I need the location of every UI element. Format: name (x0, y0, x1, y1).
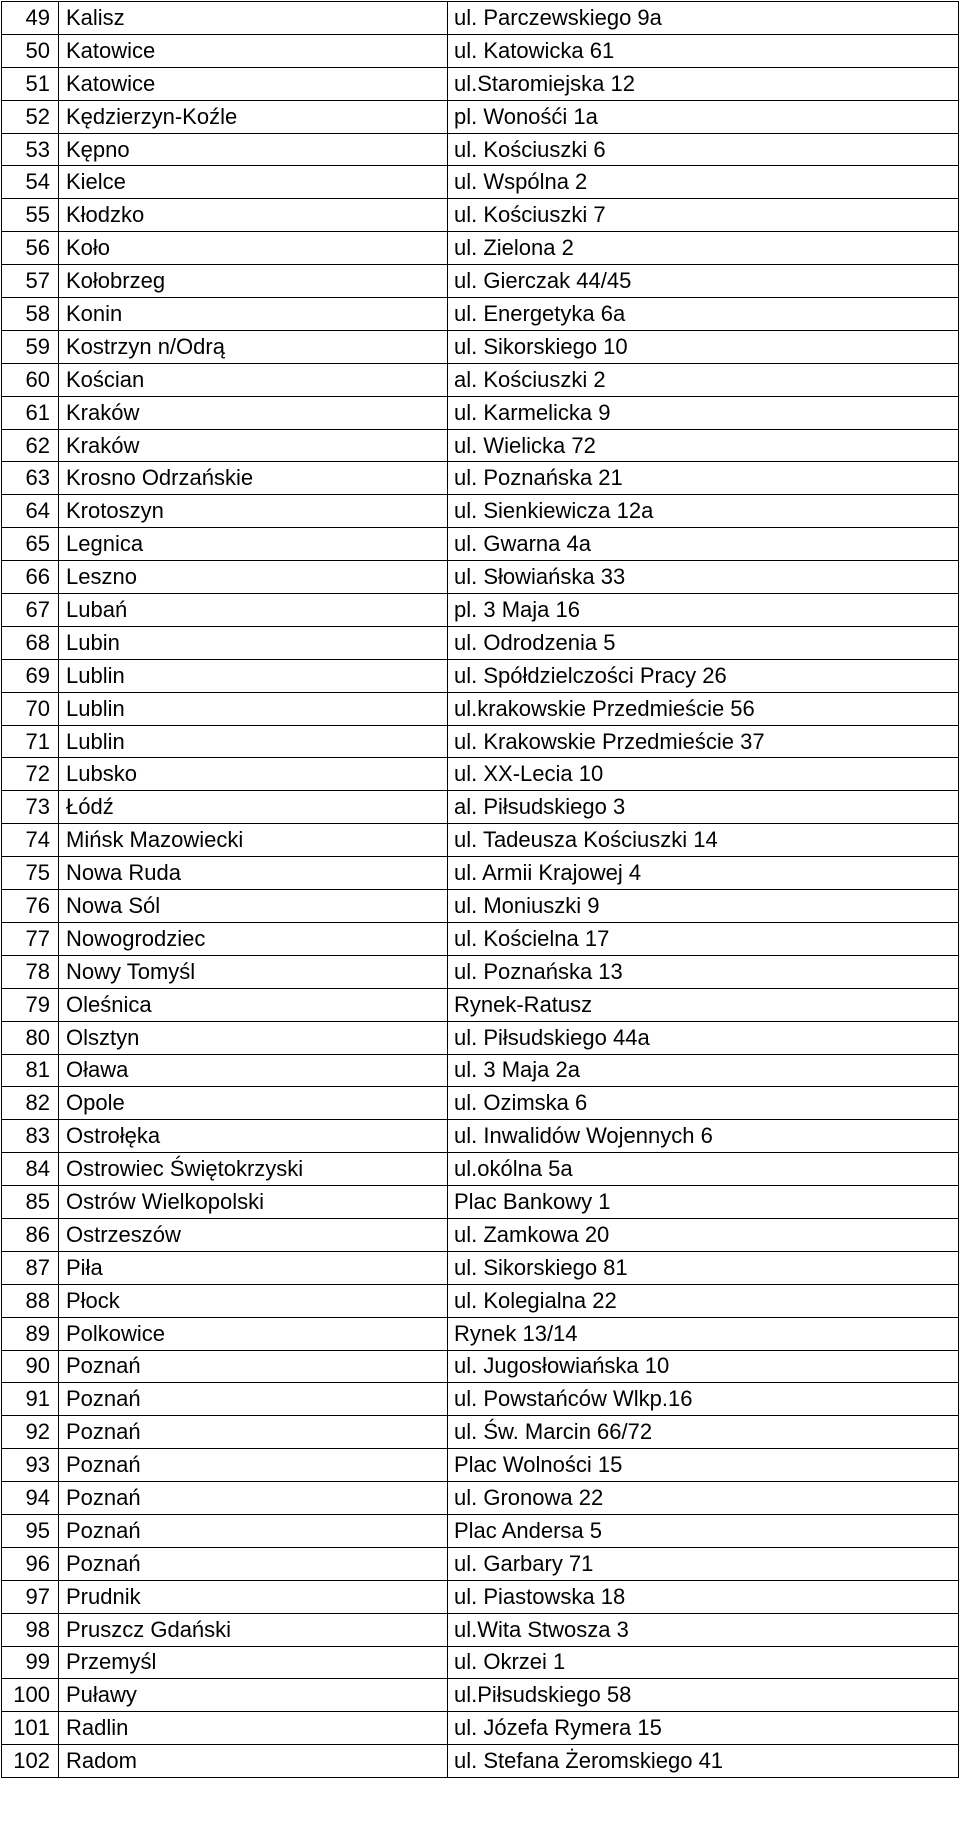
row-number: 51 (2, 67, 59, 100)
table-row (2, 199, 959, 232)
row-number: 53 (2, 133, 59, 166)
table-row (2, 758, 959, 791)
address-cell: ul. Zamkowa 20 (448, 1218, 959, 1251)
table-row (2, 462, 959, 495)
table-row (2, 1745, 959, 1778)
row-number: 96 (2, 1547, 59, 1580)
table-row (2, 528, 959, 561)
table-row (2, 1547, 959, 1580)
city-cell: Oleśnica (59, 988, 448, 1021)
table-row (2, 1120, 959, 1153)
row-number: 66 (2, 561, 59, 594)
city-cell: Kalisz (59, 2, 448, 35)
row-number: 49 (2, 2, 59, 35)
row-number: 70 (2, 692, 59, 725)
row-number: 54 (2, 166, 59, 199)
city-cell: Radom (59, 1745, 448, 1778)
city-cell: Lubin (59, 626, 448, 659)
table-row (2, 1317, 959, 1350)
table-row (2, 396, 959, 429)
row-number: 67 (2, 594, 59, 627)
city-cell: Nowy Tomyśl (59, 955, 448, 988)
table-row (2, 100, 959, 133)
table-row (2, 1712, 959, 1745)
row-number: 93 (2, 1449, 59, 1482)
row-number: 101 (2, 1712, 59, 1745)
address-cell: ul. Kolegialna 22 (448, 1284, 959, 1317)
city-cell: Nowa Sól (59, 890, 448, 923)
table-row (2, 1383, 959, 1416)
city-cell: Mińsk Mazowiecki (59, 824, 448, 857)
city-cell: Płock (59, 1284, 448, 1317)
row-number: 100 (2, 1679, 59, 1712)
location-table (1, 1, 959, 1778)
row-number: 83 (2, 1120, 59, 1153)
address-cell: ul. Okrzei 1 (448, 1646, 959, 1679)
table-row (2, 594, 959, 627)
row-number: 75 (2, 857, 59, 890)
row-number: 88 (2, 1284, 59, 1317)
table-row (2, 659, 959, 692)
table-row (2, 1350, 959, 1383)
row-number: 55 (2, 199, 59, 232)
address-cell: Plac Wolności 15 (448, 1449, 959, 1482)
city-cell: Ostrzeszów (59, 1218, 448, 1251)
table-row (2, 626, 959, 659)
address-cell: pl. 3 Maja 16 (448, 594, 959, 627)
address-cell: ul. Inwalidów Wojennych 6 (448, 1120, 959, 1153)
city-cell: Przemyśl (59, 1646, 448, 1679)
address-cell: ul.krakowskie Przedmieście 56 (448, 692, 959, 725)
table-row (2, 429, 959, 462)
row-number: 58 (2, 298, 59, 331)
row-number: 61 (2, 396, 59, 429)
table-row (2, 34, 959, 67)
row-number: 74 (2, 824, 59, 857)
row-number: 78 (2, 955, 59, 988)
table-row (2, 1054, 959, 1087)
table-row (2, 988, 959, 1021)
address-cell: ul. Armii Krajowej 4 (448, 857, 959, 890)
table-row (2, 1251, 959, 1284)
table-row (2, 1580, 959, 1613)
table-row (2, 1482, 959, 1515)
table-row (2, 1021, 959, 1054)
row-number: 57 (2, 265, 59, 298)
city-cell: Nowogrodziec (59, 922, 448, 955)
address-cell: ul. Sienkiewicza 12a (448, 495, 959, 528)
address-cell: ul. Gwarna 4a (448, 528, 959, 561)
city-cell: Poznań (59, 1383, 448, 1416)
table-body (2, 2, 959, 1778)
row-number: 102 (2, 1745, 59, 1778)
row-number: 94 (2, 1482, 59, 1515)
row-number: 84 (2, 1153, 59, 1186)
city-cell: Kępno (59, 133, 448, 166)
row-number: 89 (2, 1317, 59, 1350)
address-cell: ul. Słowiańska 33 (448, 561, 959, 594)
table-row (2, 890, 959, 923)
table-row (2, 232, 959, 265)
row-number: 77 (2, 922, 59, 955)
city-cell: Pruszcz Gdański (59, 1613, 448, 1646)
address-cell: ul. XX-Lecia 10 (448, 758, 959, 791)
table-row (2, 824, 959, 857)
city-cell: Nowa Ruda (59, 857, 448, 890)
table-row (2, 1284, 959, 1317)
city-cell: Lublin (59, 692, 448, 725)
row-number: 80 (2, 1021, 59, 1054)
city-cell: Lublin (59, 659, 448, 692)
address-cell: ul. Józefa Rymera 15 (448, 1712, 959, 1745)
table-row (2, 955, 959, 988)
address-cell: ul. Katowicka 61 (448, 34, 959, 67)
address-cell: ul. Wspólna 2 (448, 166, 959, 199)
row-number: 92 (2, 1416, 59, 1449)
address-cell: ul. Gronowa 22 (448, 1482, 959, 1515)
address-cell: Rynek-Ratusz (448, 988, 959, 1021)
table-row (2, 725, 959, 758)
city-cell: Kościan (59, 363, 448, 396)
address-cell: ul. Sikorskiego 10 (448, 330, 959, 363)
address-cell: ul. Spółdzielczości Pracy 26 (448, 659, 959, 692)
table-row (2, 1416, 959, 1449)
table-row (2, 67, 959, 100)
city-cell: Kostrzyn n/Odrą (59, 330, 448, 363)
city-cell: Poznań (59, 1482, 448, 1515)
address-cell: ul. Zielona 2 (448, 232, 959, 265)
address-cell: ul.Staromiejska 12 (448, 67, 959, 100)
city-cell: Kielce (59, 166, 448, 199)
row-number: 99 (2, 1646, 59, 1679)
city-cell: Kędzierzyn-Koźle (59, 100, 448, 133)
row-number: 91 (2, 1383, 59, 1416)
city-cell: Krosno Odrzańskie (59, 462, 448, 495)
address-cell: ul. Powstańców Wlkp.16 (448, 1383, 959, 1416)
city-cell: Koło (59, 232, 448, 265)
row-number: 63 (2, 462, 59, 495)
row-number: 86 (2, 1218, 59, 1251)
city-cell: Kraków (59, 396, 448, 429)
table-row (2, 1087, 959, 1120)
address-cell: ul. Moniuszki 9 (448, 890, 959, 923)
city-cell: Ostrowiec Świętokrzyski (59, 1153, 448, 1186)
address-cell: ul. Sikorskiego 81 (448, 1251, 959, 1284)
row-number: 65 (2, 528, 59, 561)
city-cell: Polkowice (59, 1317, 448, 1350)
address-cell: ul. Tadeusza Kościuszki 14 (448, 824, 959, 857)
address-cell: ul. Garbary 71 (448, 1547, 959, 1580)
table-row (2, 298, 959, 331)
city-cell: Opole (59, 1087, 448, 1120)
address-cell: ul. Energetyka 6a (448, 298, 959, 331)
city-cell: Poznań (59, 1350, 448, 1383)
address-cell: Plac Andersa 5 (448, 1514, 959, 1547)
city-cell: Prudnik (59, 1580, 448, 1613)
row-number: 85 (2, 1186, 59, 1219)
table-row (2, 791, 959, 824)
row-number: 64 (2, 495, 59, 528)
address-cell: ul. Ozimska 6 (448, 1087, 959, 1120)
row-number: 69 (2, 659, 59, 692)
table-row (2, 561, 959, 594)
row-number: 95 (2, 1514, 59, 1547)
table-row (2, 857, 959, 890)
table-row (2, 133, 959, 166)
row-number: 52 (2, 100, 59, 133)
table-row (2, 692, 959, 725)
row-number: 72 (2, 758, 59, 791)
address-cell: pl. Wonośći 1a (448, 100, 959, 133)
city-cell: Katowice (59, 34, 448, 67)
table-row (2, 1646, 959, 1679)
city-cell: Lublin (59, 725, 448, 758)
address-cell: ul.Wita Stwosza 3 (448, 1613, 959, 1646)
city-cell: Konin (59, 298, 448, 331)
city-cell: Olsztyn (59, 1021, 448, 1054)
row-number: 79 (2, 988, 59, 1021)
city-cell: Kłodzko (59, 199, 448, 232)
address-cell: al. Kościuszki 2 (448, 363, 959, 396)
address-cell: ul. 3 Maja 2a (448, 1054, 959, 1087)
row-number: 62 (2, 429, 59, 462)
table-row (2, 1218, 959, 1251)
row-number: 97 (2, 1580, 59, 1613)
city-cell: Kraków (59, 429, 448, 462)
row-number: 56 (2, 232, 59, 265)
row-number: 81 (2, 1054, 59, 1087)
city-cell: Poznań (59, 1514, 448, 1547)
table-row (2, 1613, 959, 1646)
table-row (2, 922, 959, 955)
address-cell: ul. Parczewskiego 9a (448, 2, 959, 35)
table-row (2, 1449, 959, 1482)
address-cell: ul. Kościelna 17 (448, 922, 959, 955)
address-cell: al. Piłsudskiego 3 (448, 791, 959, 824)
table-row (2, 363, 959, 396)
table-row (2, 1514, 959, 1547)
city-cell: Katowice (59, 67, 448, 100)
address-cell: ul. Poznańska 13 (448, 955, 959, 988)
address-cell: ul. Kościuszki 6 (448, 133, 959, 166)
address-cell: Rynek 13/14 (448, 1317, 959, 1350)
address-cell: ul. Św. Marcin 66/72 (448, 1416, 959, 1449)
address-cell: ul. Gierczak 44/45 (448, 265, 959, 298)
table-row (2, 166, 959, 199)
row-number: 76 (2, 890, 59, 923)
address-cell: ul. Wielicka 72 (448, 429, 959, 462)
row-number: 60 (2, 363, 59, 396)
city-cell: Poznań (59, 1449, 448, 1482)
row-number: 59 (2, 330, 59, 363)
city-cell: Ostrołęka (59, 1120, 448, 1153)
address-cell: ul. Jugosłowiańska 10 (448, 1350, 959, 1383)
row-number: 87 (2, 1251, 59, 1284)
table-row (2, 495, 959, 528)
address-cell: ul. Stefana Żeromskiego 41 (448, 1745, 959, 1778)
table-row (2, 1679, 959, 1712)
row-number: 82 (2, 1087, 59, 1120)
row-number: 71 (2, 725, 59, 758)
address-cell: ul. Piastowska 18 (448, 1580, 959, 1613)
row-number: 98 (2, 1613, 59, 1646)
address-cell: ul.okólna 5a (448, 1153, 959, 1186)
city-cell: Ostrów Wielkopolski (59, 1186, 448, 1219)
address-cell: ul. Krakowskie Przedmieście 37 (448, 725, 959, 758)
table-row (2, 1186, 959, 1219)
city-cell: Leszno (59, 561, 448, 594)
city-cell: Lubań (59, 594, 448, 627)
address-cell: ul. Poznańska 21 (448, 462, 959, 495)
table-row (2, 330, 959, 363)
address-cell: ul. Odrodzenia 5 (448, 626, 959, 659)
city-cell: Piła (59, 1251, 448, 1284)
address-cell: Plac Bankowy 1 (448, 1186, 959, 1219)
row-number: 90 (2, 1350, 59, 1383)
city-cell: Legnica (59, 528, 448, 561)
city-cell: Poznań (59, 1547, 448, 1580)
city-cell: Oława (59, 1054, 448, 1087)
row-number: 50 (2, 34, 59, 67)
table-row (2, 265, 959, 298)
row-number: 73 (2, 791, 59, 824)
row-number: 68 (2, 626, 59, 659)
address-cell: ul. Piłsudskiego 44a (448, 1021, 959, 1054)
address-cell: ul. Kościuszki 7 (448, 199, 959, 232)
city-cell: Poznań (59, 1416, 448, 1449)
address-cell: ul.Piłsudskiego 58 (448, 1679, 959, 1712)
city-cell: Radlin (59, 1712, 448, 1745)
table-row (2, 2, 959, 35)
city-cell: Puławy (59, 1679, 448, 1712)
city-cell: Krotoszyn (59, 495, 448, 528)
city-cell: Łódź (59, 791, 448, 824)
city-cell: Lubsko (59, 758, 448, 791)
table-row (2, 1153, 959, 1186)
address-cell: ul. Karmelicka 9 (448, 396, 959, 429)
city-cell: Kołobrzeg (59, 265, 448, 298)
